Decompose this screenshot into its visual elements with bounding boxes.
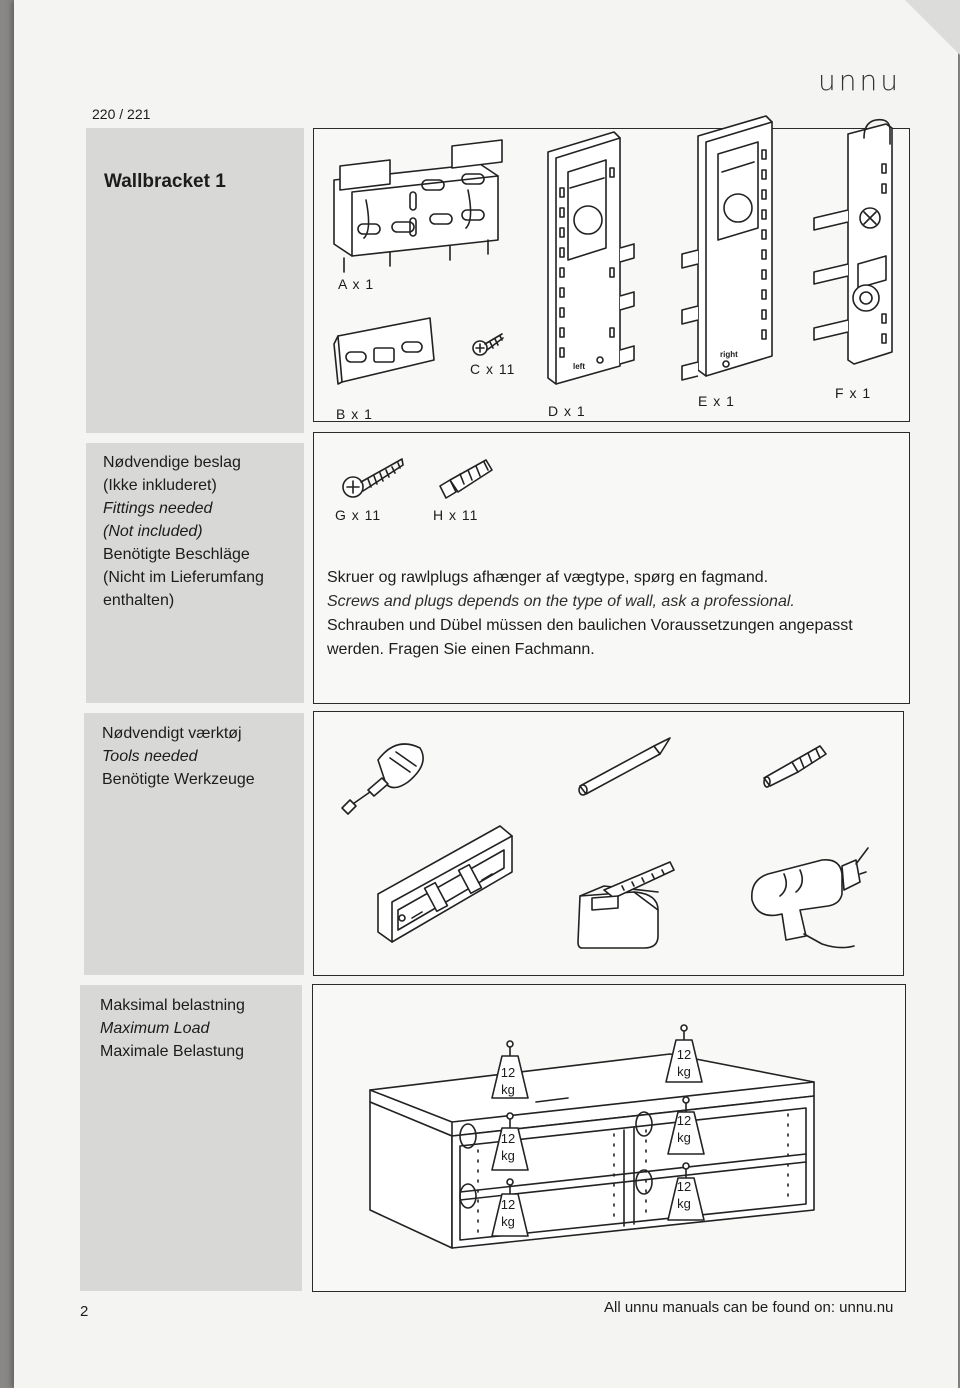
load-heading (100, 994, 245, 1063)
screwdriver-icon (338, 738, 428, 816)
weight-label-1 (490, 1064, 526, 1098)
part-g-label: G x 11 (335, 507, 382, 523)
tools-line-german: Benötigte Werkzeuge (102, 771, 255, 788)
note-german-2: werden. Fragen Sie einen Fachmann. (327, 641, 595, 658)
weight-value: 12 (676, 1179, 692, 1194)
fittings-line-danish: Nødvendige beslag (103, 454, 241, 471)
part-d-label: D x 1 (548, 403, 586, 419)
fittings-heading (103, 451, 264, 612)
weight-unit: kg (501, 1214, 515, 1229)
brand-logo: unnu (818, 64, 901, 97)
page-number: 2 (80, 1303, 89, 1320)
weight-unit: kg (677, 1196, 691, 1211)
drill-bit-icon (760, 740, 830, 788)
footer-text: All unnu manuals can be found on: unnu.nu (604, 1299, 894, 1316)
part-e-marking: right (720, 350, 738, 359)
load-line-danish: Maksimal belastning (100, 997, 245, 1014)
weight-unit: kg (501, 1082, 515, 1097)
weight-unit: kg (677, 1064, 691, 1079)
fittings-line-danish-note: (Ikke inkluderet) (103, 477, 217, 494)
part-f-rail-assembled-illustration (806, 114, 902, 376)
weight-label-4 (666, 1112, 702, 1146)
tape-measure-icon (574, 852, 680, 950)
part-h-rawlplug-illustration (436, 456, 496, 500)
weight-unit: kg (501, 1148, 515, 1163)
spirit-level-icon (372, 822, 522, 952)
weight-value: 12 (676, 1113, 692, 1128)
part-c-screw-illustration (470, 330, 510, 360)
weight-unit: kg (677, 1130, 691, 1145)
tools-line-danish: Nødvendigt værktøj (102, 725, 242, 742)
weight-label-3 (490, 1130, 526, 1164)
part-a-label: A x 1 (338, 276, 375, 292)
part-b-plate-illustration (334, 318, 438, 390)
fittings-line-english-note: (Not included) (103, 523, 203, 540)
tools-line-english: Tools needed (102, 748, 198, 765)
fittings-line-german: Benötigte Beschläge (103, 546, 250, 563)
note-danish: Skruer og rawlplugs afhænger af vægtype, spørg en fagmand. (327, 569, 769, 586)
weight-label-5 (490, 1196, 526, 1230)
fittings-line-german-note-1: (Nicht im Lieferumfang (103, 569, 264, 586)
part-d-marking: left (573, 362, 585, 371)
weight-label-6 (666, 1178, 702, 1212)
fittings-line-english: Fittings needed (103, 500, 213, 517)
page-reference: 220 / 221 (92, 106, 151, 122)
shelf-unit-illustration (368, 1050, 818, 1260)
power-drill-icon (744, 844, 874, 956)
section-title: Wallbracket 1 (104, 171, 226, 192)
part-b-label: B x 1 (336, 406, 373, 422)
load-line-german: Maximale Belastung (100, 1043, 245, 1060)
weight-value: 12 (676, 1047, 692, 1062)
part-d-rail-left-illustration (540, 128, 640, 390)
part-h-label: H x 11 (433, 507, 479, 523)
note-german-1: Schrauben und Dübel müssen den baulichen Voraussetzungen angepasst (327, 617, 853, 634)
fittings-note (327, 566, 853, 662)
part-c-label: C x 11 (470, 361, 516, 377)
note-english: Screws and plugs depends on the type of wall, ask a professional. (327, 593, 795, 610)
weight-value: 12 (500, 1197, 516, 1212)
weight-label-2 (666, 1046, 702, 1080)
part-a-bracket-illustration (330, 140, 510, 280)
weight-value: 12 (500, 1131, 516, 1146)
part-f-label: F x 1 (835, 385, 872, 401)
part-e-label: E x 1 (698, 393, 735, 409)
pencil-icon (574, 736, 672, 796)
load-line-english: Maximum Load (100, 1020, 210, 1037)
part-g-screw-illustration (340, 455, 406, 501)
weight-value: 12 (500, 1065, 516, 1080)
fittings-line-german-note-2: enthalten) (103, 592, 175, 609)
tools-heading (102, 722, 255, 791)
